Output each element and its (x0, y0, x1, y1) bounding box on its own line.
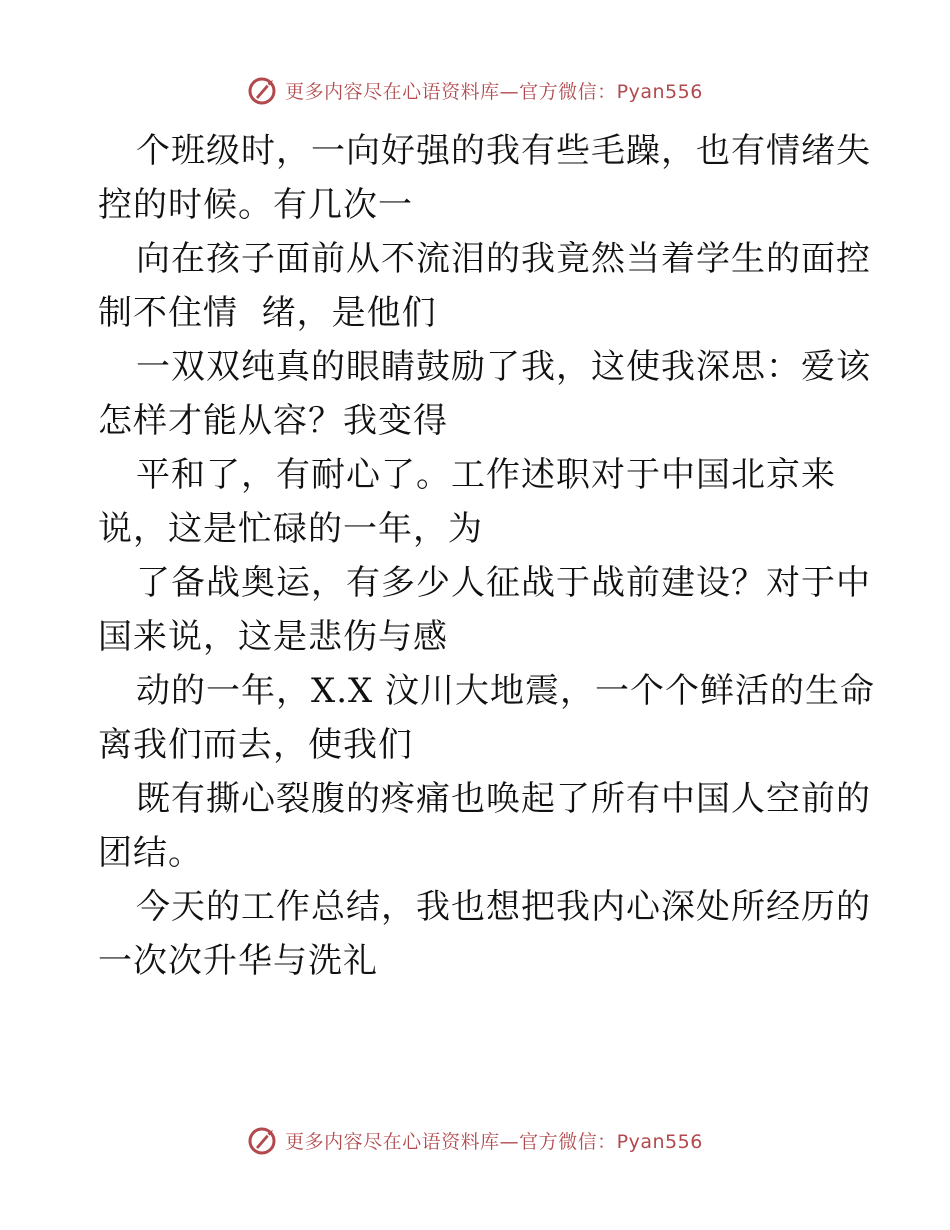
footer-banner-text: 更多内容尽在心语资料库—官方微信：Pyan556 (285, 1130, 703, 1153)
paragraph-line: 向在孩子面前从不流泪的我竟然当着学生的面控 (136, 239, 871, 279)
paragraph-line: 怎样才能从容？我变得 (98, 401, 448, 441)
paragraph-line: 既有撕心裂腹的疼痛也唤起了所有中国人空前的 (136, 779, 871, 819)
paragraph-line: 团结。 (98, 833, 203, 873)
paragraph-line: 制不住情 绪，是他们 (98, 293, 437, 333)
paragraph-line: 离我们而去，使我们 (98, 725, 413, 765)
paragraph-line: 一双双纯真的眼睛鼓励了我，这使我深思：爱该 (136, 347, 871, 387)
paragraph-line: 国来说，这是悲伤与感 (98, 617, 448, 657)
paragraph-line: 说，这是忙碌的一年，为 (98, 509, 483, 549)
quill-pen-logo-icon (247, 1124, 279, 1156)
paragraph-line: 今天的工作总结，我也想把我内心深处所经历的 (136, 887, 871, 927)
paragraph-line: 一次次升华与洗礼 (98, 941, 378, 981)
footer-banner (0, 1120, 950, 1160)
paragraph-line: 控的时候。有几次一 (98, 185, 413, 225)
paragraph-line: 平和了，有耐心了。工作述职对于中国北京来 (136, 455, 836, 495)
quill-pen-logo-icon (247, 74, 279, 106)
header-banner (0, 70, 950, 110)
paragraph-line: 个班级时，一向好强的我有些毛躁，也有情绪失 (136, 131, 871, 171)
header-banner-text: 更多内容尽在心语资料库—官方微信：Pyan556 (285, 80, 703, 103)
paragraph-line: 了备战奥运，有多少人征战于战前建设？对于中 (136, 563, 871, 603)
paragraph-line: 动的一年，X.X 汶川大地震，一个个鲜活的生命 (136, 671, 876, 711)
document-body (98, 124, 876, 988)
